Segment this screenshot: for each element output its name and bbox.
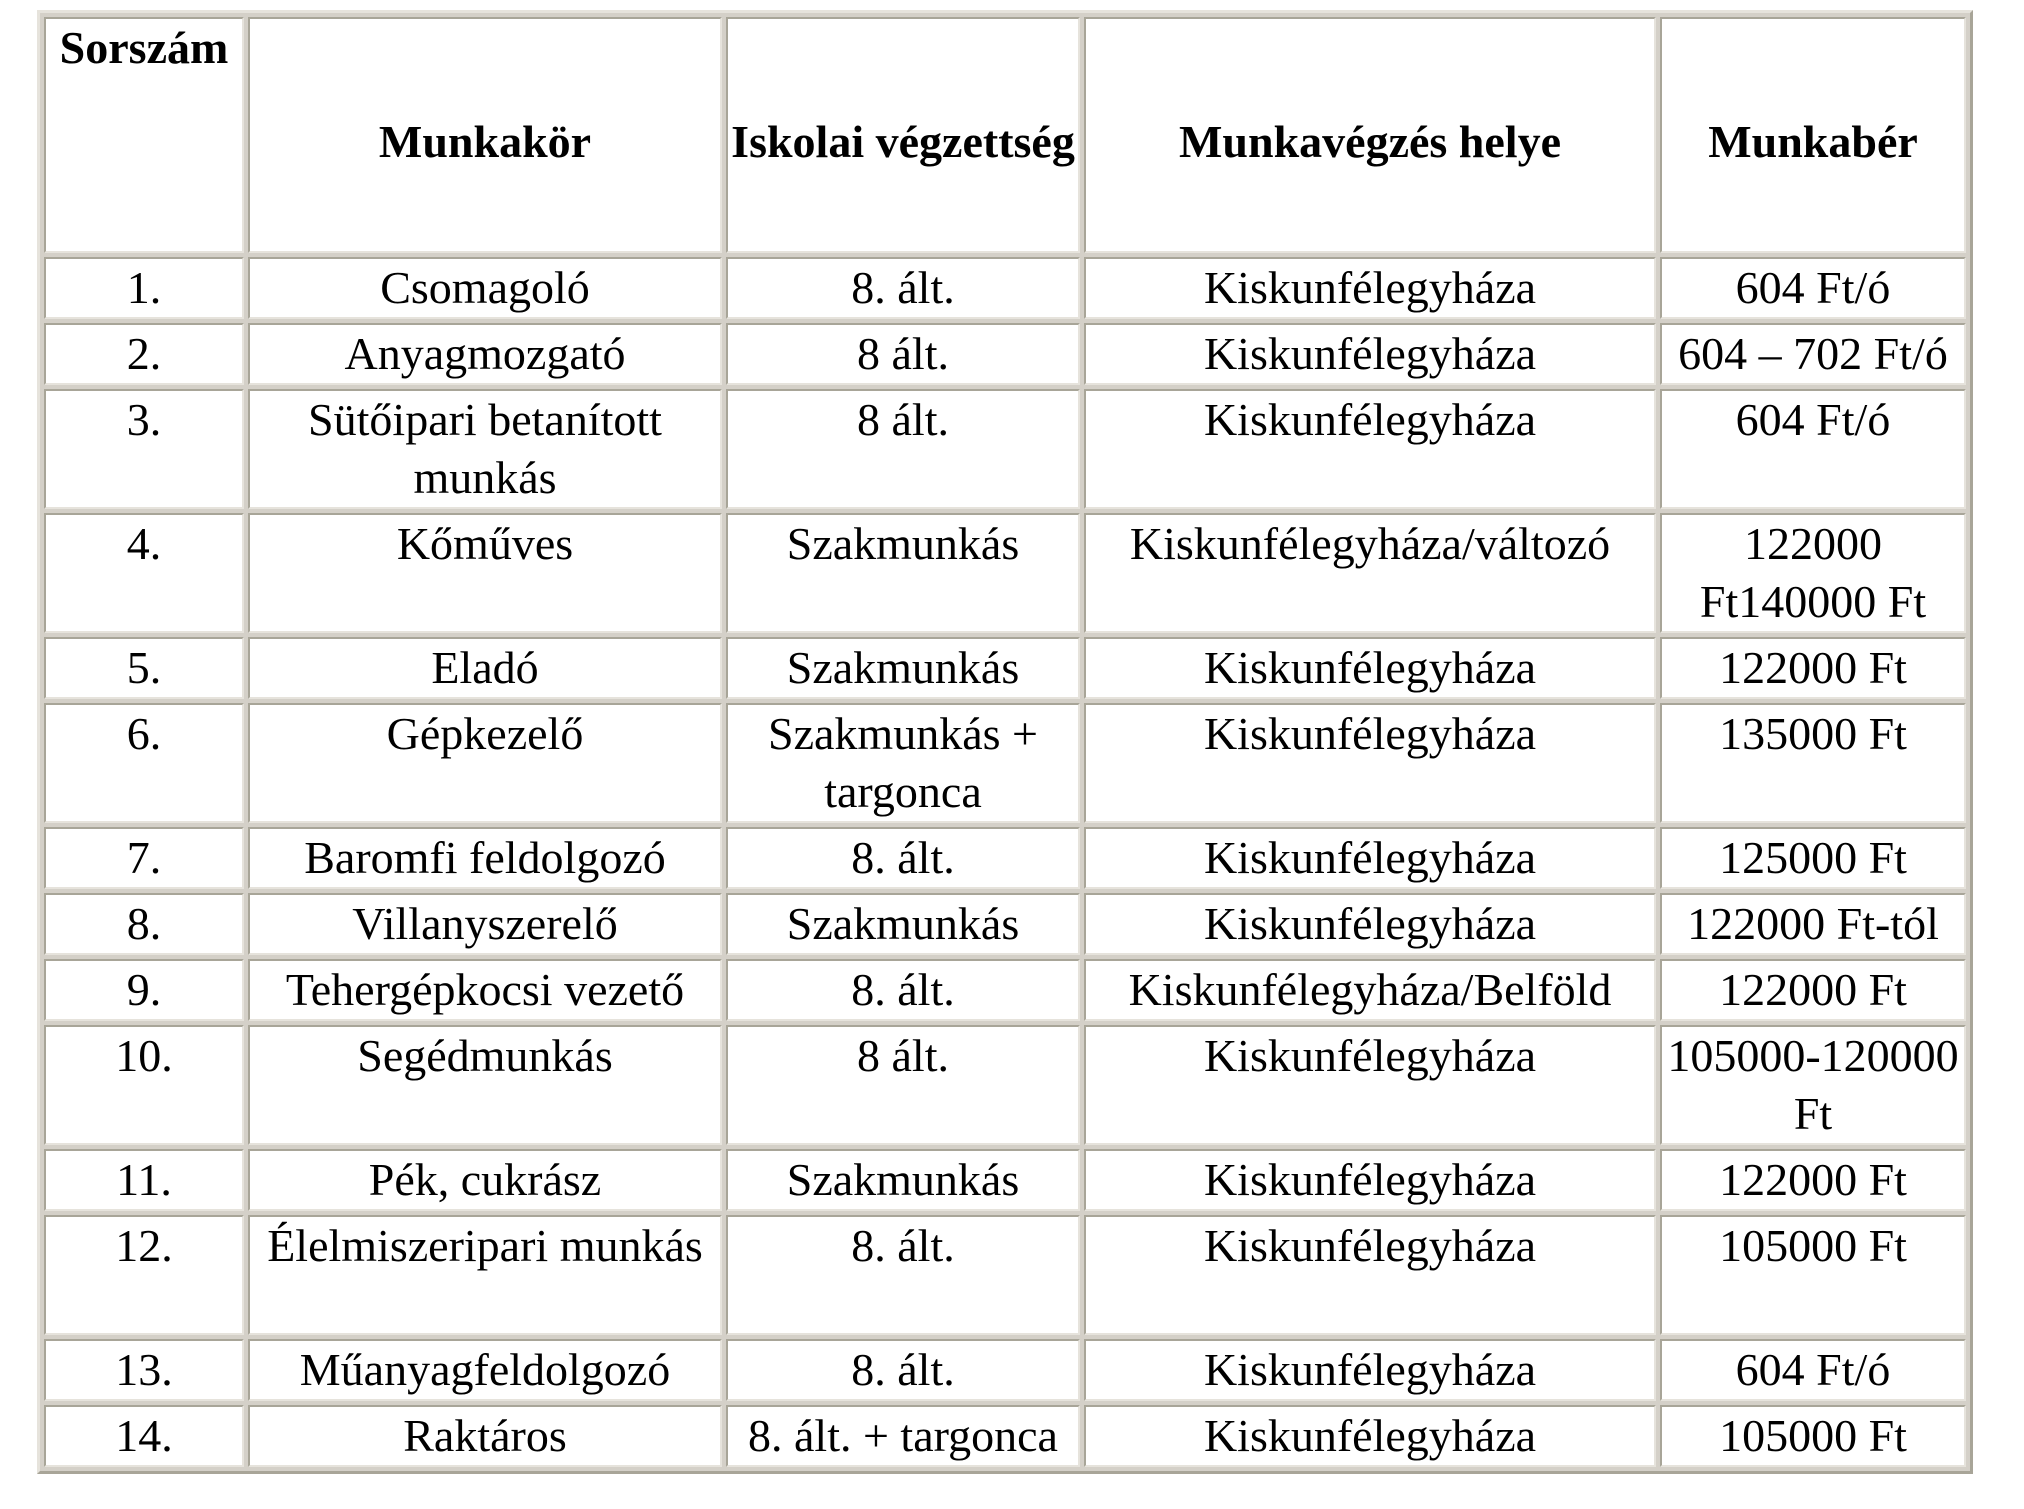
cell-vegzettseg: 8 ált. <box>726 389 1080 509</box>
cell-munkavegzes-helye: Kiskunfélegyháza <box>1084 1215 1656 1335</box>
header-sorszam: Sorszám <box>44 17 244 253</box>
table-row <box>44 257 1966 319</box>
cell-munkaber: 604 Ft/ó <box>1660 389 1966 509</box>
table-row <box>44 1025 1966 1145</box>
cell-munkaber: 125000 Ft <box>1660 827 1966 889</box>
cell-sorszam: 14. <box>44 1405 244 1467</box>
cell-munkavegzes-helye: Kiskunfélegyháza <box>1084 323 1656 385</box>
cell-munkavegzes-helye: Kiskunfélegyháza <box>1084 827 1656 889</box>
cell-munkaber: 604 – 702 Ft/ó <box>1660 323 1966 385</box>
cell-vegzettseg: 8. ált. <box>726 257 1080 319</box>
table-row <box>44 703 1966 823</box>
cell-munkakor: Csomagoló <box>248 257 722 319</box>
table-body <box>44 257 1966 1467</box>
table-row <box>44 513 1966 633</box>
cell-munkaber: 105000 Ft <box>1660 1215 1966 1335</box>
cell-munkavegzes-helye: Kiskunfélegyháza <box>1084 1405 1656 1467</box>
header-munkakor: Munkakör <box>248 17 722 253</box>
cell-vegzettseg: 8 ált. <box>726 323 1080 385</box>
cell-munkavegzes-helye: Kiskunfélegyháza <box>1084 703 1656 823</box>
cell-munkakor: Anyagmozgató <box>248 323 722 385</box>
cell-vegzettseg: 8. ált. <box>726 959 1080 1021</box>
cell-munkakor: Baromfi feldolgozó <box>248 827 722 889</box>
table-header-row <box>44 17 1966 253</box>
cell-vegzettseg: 8. ált. <box>726 827 1080 889</box>
cell-vegzettseg: 8. ált. <box>726 1339 1080 1401</box>
cell-munkakor: Kőműves <box>248 513 722 633</box>
cell-munkaber: 105000 Ft <box>1660 1405 1966 1467</box>
cell-munkakor: Eladó <box>248 637 722 699</box>
cell-munkavegzes-helye: Kiskunfélegyháza <box>1084 1025 1656 1145</box>
cell-vegzettseg: 8 ált. <box>726 1025 1080 1145</box>
cell-munkaber: 604 Ft/ó <box>1660 257 1966 319</box>
table-row <box>44 1339 1966 1401</box>
cell-sorszam: 12. <box>44 1215 244 1335</box>
cell-munkaber: 122000 Ft-tól <box>1660 893 1966 955</box>
table-row <box>44 389 1966 509</box>
cell-sorszam: 8. <box>44 893 244 955</box>
cell-munkavegzes-helye: Kiskunfélegyháza <box>1084 257 1656 319</box>
table-row <box>44 1215 1966 1335</box>
cell-sorszam: 1. <box>44 257 244 319</box>
cell-munkaber: 135000 Ft <box>1660 703 1966 823</box>
header-iskolai-vegzettseg: Iskolai végzettség <box>726 17 1080 253</box>
table-row <box>44 1405 1966 1467</box>
cell-sorszam: 11. <box>44 1149 244 1211</box>
table-row <box>44 637 1966 699</box>
cell-sorszam: 7. <box>44 827 244 889</box>
cell-munkaber: 122000 Ft <box>1660 637 1966 699</box>
cell-munkakor: Sütőipari betanított munkás <box>248 389 722 509</box>
cell-sorszam: 2. <box>44 323 244 385</box>
header-munkaber: Munkabér <box>1660 17 1966 253</box>
table-row <box>44 1149 1966 1211</box>
cell-sorszam: 9. <box>44 959 244 1021</box>
cell-munkakor: Villanyszerelő <box>248 893 722 955</box>
cell-munkavegzes-helye: Kiskunfélegyháza <box>1084 893 1656 955</box>
cell-vegzettseg: 8. ált. <box>726 1215 1080 1335</box>
cell-sorszam: 10. <box>44 1025 244 1145</box>
cell-vegzettseg: Szakmunkás <box>726 893 1080 955</box>
cell-munkavegzes-helye: Kiskunfélegyháza/Belföld <box>1084 959 1656 1021</box>
cell-sorszam: 6. <box>44 703 244 823</box>
cell-munkakor: Pék, cukrász <box>248 1149 722 1211</box>
cell-vegzettseg: Szakmunkás <box>726 1149 1080 1211</box>
cell-munkavegzes-helye: Kiskunfélegyháza <box>1084 1339 1656 1401</box>
cell-munkavegzes-helye: Kiskunfélegyháza <box>1084 637 1656 699</box>
cell-munkakor: Segédmunkás <box>248 1025 722 1145</box>
cell-munkakor: Raktáros <box>248 1405 722 1467</box>
cell-munkaber: 122000 Ft <box>1660 1149 1966 1211</box>
table-row <box>44 827 1966 889</box>
cell-munkaber: 604 Ft/ó <box>1660 1339 1966 1401</box>
cell-vegzettseg: 8. ált. + targonca <box>726 1405 1080 1467</box>
cell-vegzettseg: Szakmunkás <box>726 513 1080 633</box>
cell-munkaber: 105000-120000 Ft <box>1660 1025 1966 1145</box>
cell-munkakor: Élelmiszeripari munkás <box>248 1215 722 1335</box>
cell-munkaber: 122000 Ft140000 Ft <box>1660 513 1966 633</box>
table-row <box>44 893 1966 955</box>
table-row <box>44 323 1966 385</box>
cell-munkakor: Gépkezelő <box>248 703 722 823</box>
cell-sorszam: 13. <box>44 1339 244 1401</box>
cell-sorszam: 4. <box>44 513 244 633</box>
job-listing-table-wrapper <box>37 10 1973 1474</box>
cell-vegzettseg: Szakmunkás <box>726 637 1080 699</box>
cell-munkavegzes-helye: Kiskunfélegyháza <box>1084 1149 1656 1211</box>
cell-munkavegzes-helye: Kiskunfélegyháza <box>1084 389 1656 509</box>
cell-munkaber: 122000 Ft <box>1660 959 1966 1021</box>
cell-munkakor: Műanyagfeldolgozó <box>248 1339 722 1401</box>
table-row <box>44 959 1966 1021</box>
cell-vegzettseg: Szakmunkás + targonca <box>726 703 1080 823</box>
cell-sorszam: 5. <box>44 637 244 699</box>
cell-munkakor: Tehergépkocsi vezető <box>248 959 722 1021</box>
header-munkavegzes-helye: Munkavégzés helye <box>1084 17 1656 253</box>
job-listing-table <box>37 10 1973 1474</box>
cell-sorszam: 3. <box>44 389 244 509</box>
cell-munkavegzes-helye: Kiskunfélegyháza/változó <box>1084 513 1656 633</box>
